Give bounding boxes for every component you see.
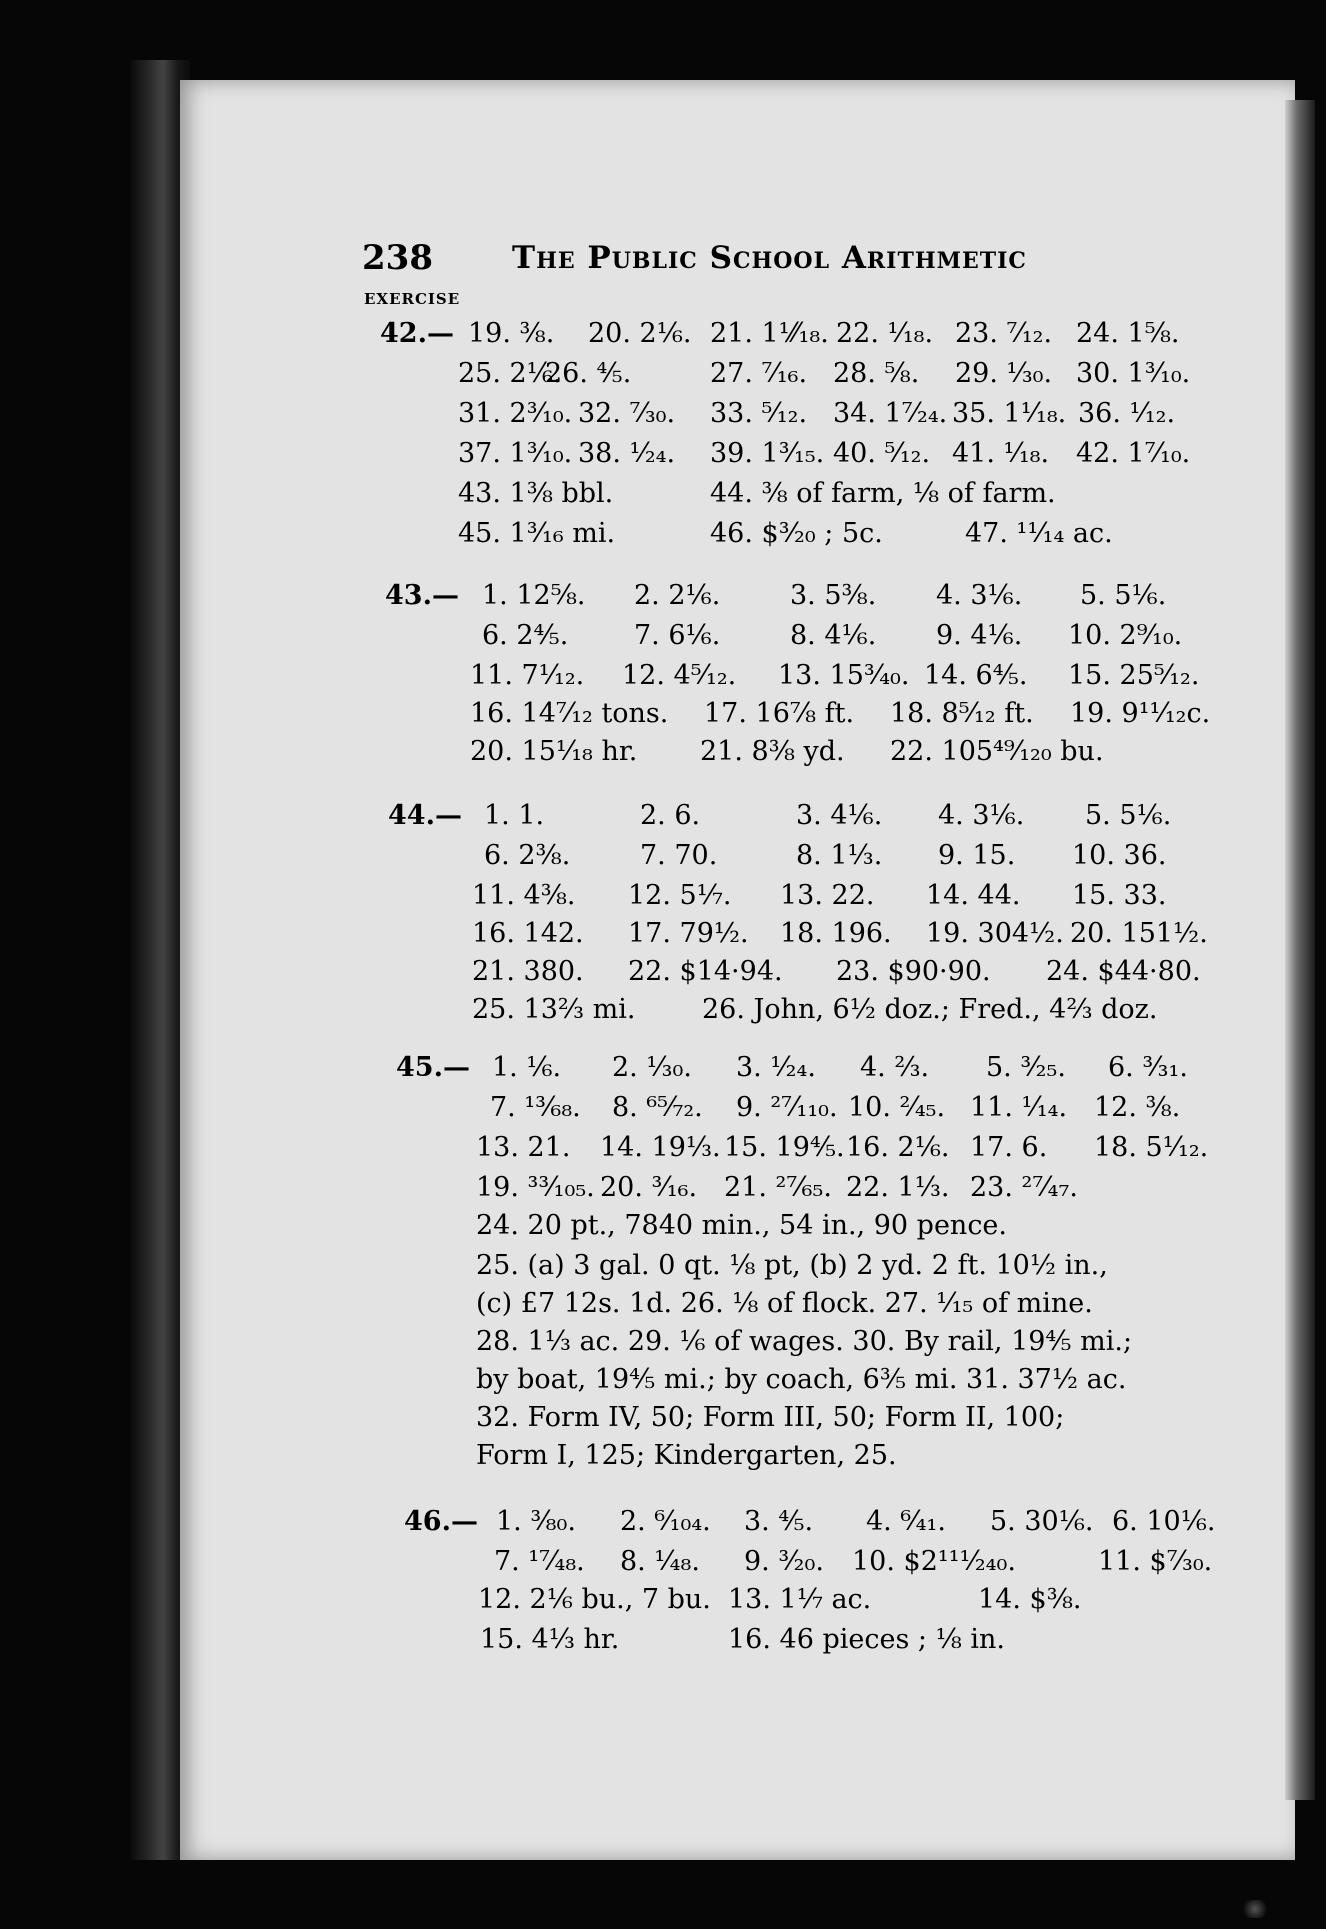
answer: 19. 304½. bbox=[926, 918, 1064, 949]
answer: 21. 380. bbox=[472, 956, 584, 987]
answer: 3. ¹⁄₂₄. bbox=[736, 1052, 816, 1083]
answer: 14. 6⅘. bbox=[924, 660, 1028, 691]
answer: 44. ⅜ of farm, ⅛ of farm. bbox=[710, 478, 1056, 509]
answer: 24. $44·80. bbox=[1046, 956, 1201, 987]
answer: 46. $³⁄₂₀ ; 5c. bbox=[710, 518, 883, 549]
page-header bbox=[362, 238, 1262, 288]
answer: 20. ³⁄₁₆. bbox=[600, 1172, 698, 1203]
answer: 19. 9¹¹⁄₁₂c. bbox=[1070, 698, 1211, 729]
answer: 45. 1³⁄₁₆ mi. bbox=[458, 518, 616, 549]
answer: 38. ¹⁄₂₄. bbox=[578, 438, 676, 469]
answer: 9. ²⁷⁄₁₁₀. bbox=[736, 1092, 838, 1123]
section-label: EXERCISE bbox=[364, 290, 461, 308]
answer: 8. ⁶⁵⁄₇₂. bbox=[612, 1092, 703, 1123]
answer: 21. 1⅟⁄₁₈. bbox=[710, 318, 829, 349]
answer: 41. ¹⁄₁₈. bbox=[952, 438, 1050, 469]
answer: 12. 2⅙ bu., 7 bu. bbox=[478, 1584, 711, 1615]
answer: 18. 5¹⁄₁₂. bbox=[1094, 1132, 1209, 1163]
answer: 4. 3⅙. bbox=[936, 580, 1023, 611]
answer: 13. 22. bbox=[780, 880, 875, 911]
answer: 33. ⁵⁄₁₂. bbox=[710, 398, 808, 429]
exercise-number: 46.— bbox=[404, 1506, 478, 1537]
prose-line: 25. (a) 3 gal. 0 qt. ⅛ pt, (b) 2 yd. 2 ft. 10½ in., bbox=[476, 1250, 1108, 1281]
prose-line: 28. 1⅓ ac. 29. ⅙ of wages. 30. By rail, 19⅘ mi.; bbox=[476, 1326, 1133, 1357]
answer: 3. 4⅙. bbox=[796, 800, 883, 831]
answer: 16. 46 pieces ; ⅛ in. bbox=[728, 1624, 1005, 1655]
answer: 8. 1⅓. bbox=[796, 840, 883, 871]
answer: 12. 5⅐. bbox=[628, 880, 732, 911]
prose-line: 32. Form IV, 50; Form III, 50; Form II, 100; bbox=[476, 1402, 1065, 1433]
answer: 25. 13⅔ mi. bbox=[472, 994, 636, 1025]
page-number: 238 bbox=[362, 238, 433, 278]
answer: 14. 44. bbox=[926, 880, 1021, 911]
answer: 9. 15. bbox=[938, 840, 1016, 871]
answer: 6. 2⅘. bbox=[482, 620, 569, 651]
answer: 7. 6⅙. bbox=[634, 620, 721, 651]
page-edge bbox=[1285, 100, 1315, 1800]
exercise-number: 44.— bbox=[388, 800, 462, 831]
answer: 16. 142. bbox=[472, 918, 584, 949]
answer: 11. ¹⁄₁₄. bbox=[970, 1092, 1068, 1123]
answer: 23. ⁷⁄₁₂. bbox=[955, 318, 1053, 349]
answer: 8. ¹⁄₄₈. bbox=[620, 1546, 700, 1577]
answer: 30. 1³⁄₁₀. bbox=[1076, 358, 1191, 389]
answer: 34. 1⁷⁄₂₄. bbox=[833, 398, 948, 429]
answer: 43. 1⅜ bbl. bbox=[458, 478, 614, 509]
exercise-number: 45.— bbox=[396, 1052, 470, 1083]
answer: 13. 21. bbox=[476, 1132, 571, 1163]
answer: 37. 1³⁄₁₀. bbox=[458, 438, 573, 469]
answer: 4. ⅔. bbox=[860, 1052, 930, 1083]
answer: 19. ⅜. bbox=[468, 318, 555, 349]
answer: 1. 12⅝. bbox=[482, 580, 586, 611]
answer: 12. 4⁵⁄₁₂. bbox=[622, 660, 737, 691]
answer: 2. 2⅙. bbox=[634, 580, 721, 611]
answer: 9. 4⅙. bbox=[936, 620, 1023, 651]
prose-line: Form I, 125; Kindergarten, 25. bbox=[476, 1440, 897, 1471]
answer: 39. 1³⁄₁₅. bbox=[710, 438, 825, 469]
answer: 2. ¹⁄₃₀. bbox=[612, 1052, 692, 1083]
answer: 2. ⁶⁄₁₀₄. bbox=[620, 1506, 711, 1537]
answer: 35. 1¹⁄₁₈. bbox=[952, 398, 1067, 429]
answer: 15. 19⅘. bbox=[724, 1132, 845, 1163]
answer: 7. 70. bbox=[640, 840, 718, 871]
answer: 6. 10⅙. bbox=[1112, 1506, 1216, 1537]
answer: 29. ¹⁄₃₀. bbox=[955, 358, 1053, 389]
answer: 21. ²⁷⁄₆₅. bbox=[724, 1172, 832, 1203]
exercise-number: 42.— bbox=[380, 318, 454, 349]
answer: 12. ⅜. bbox=[1094, 1092, 1181, 1123]
answer: 36. ¹⁄₁₂. bbox=[1078, 398, 1176, 429]
answer: 6. 2⅜. bbox=[484, 840, 571, 871]
answer: 24. 1⅝. bbox=[1076, 318, 1180, 349]
answer: 10. 36. bbox=[1072, 840, 1167, 871]
answer: 8. 4⅙. bbox=[790, 620, 877, 651]
answer: 14. 19⅓. bbox=[600, 1132, 721, 1163]
answer: 17. 79½. bbox=[628, 918, 749, 949]
answer: 26. ⅘. bbox=[545, 358, 632, 389]
answer: 22. 105⁴⁹⁄₁₂₀ bu. bbox=[890, 736, 1104, 767]
answer: 31. 2³⁄₁₀. bbox=[458, 398, 573, 429]
answer: 21. 8⅜ yd. bbox=[700, 736, 845, 767]
answer: 13. 15³⁄₄₀. bbox=[778, 660, 910, 691]
answer: 5. 30⅙. bbox=[990, 1506, 1094, 1537]
answer: 23. ²⁷⁄₄₇. bbox=[970, 1172, 1078, 1203]
answer: 20. 15¹⁄₁₈ hr. bbox=[470, 736, 638, 767]
answer: 9. ³⁄₂₀. bbox=[744, 1546, 824, 1577]
answer: 13. 1⅐ ac. bbox=[728, 1584, 872, 1615]
prose-line: (c) £7 12s. 1d. 26. ⅛ of flock. 27. ¹⁄₁₅ of mine. bbox=[476, 1288, 1093, 1319]
answer: 11. 7¹⁄₁₂. bbox=[470, 660, 585, 691]
running-title: The Public School Arithmetic bbox=[512, 240, 1027, 276]
answer: 3. 5⅜. bbox=[790, 580, 877, 611]
answer: 23. $90·90. bbox=[836, 956, 991, 987]
answer: 1. ⅙. bbox=[492, 1052, 562, 1083]
answer: 17. 16⅞ ft. bbox=[704, 698, 855, 729]
answer: 15. 33. bbox=[1072, 880, 1167, 911]
answer: 5. 5⅙. bbox=[1080, 580, 1167, 611]
answer: 42. 1⁷⁄₁₀. bbox=[1076, 438, 1191, 469]
answer: 10. $2¹¹¹⁄₂₄₀. bbox=[852, 1546, 1016, 1577]
prose-line: by boat, 19⅘ mi.; by coach, 6⅗ mi. 31. 37½ ac. bbox=[476, 1364, 1127, 1395]
answer: 22. ¹⁄₁₈. bbox=[836, 318, 934, 349]
answer: 47. ¹¹⁄₁₄ ac. bbox=[965, 518, 1113, 549]
answer: 18. 8⁵⁄₁₂ ft. bbox=[890, 698, 1034, 729]
answer: 25. 2⅙. bbox=[458, 358, 562, 389]
answer: 5. ³⁄₂₅. bbox=[986, 1052, 1066, 1083]
answer: 20. 2⅙. bbox=[588, 318, 692, 349]
answer: 22. $14·94. bbox=[628, 956, 783, 987]
answer: 22. 1⅓. bbox=[846, 1172, 950, 1203]
answer: 5. 5⅙. bbox=[1085, 800, 1172, 831]
answer: 3. ⅘. bbox=[744, 1506, 814, 1537]
answer: 4. ⁶⁄₄₁. bbox=[866, 1506, 946, 1537]
answer: 40. ⁵⁄₁₂. bbox=[833, 438, 931, 469]
answer: 32. ⁷⁄₃₀. bbox=[578, 398, 676, 429]
answer: 15. 25⁵⁄₁₂. bbox=[1068, 660, 1200, 691]
answer: 4. 3⅙. bbox=[938, 800, 1025, 831]
answer: 26. John, 6½ doz.; Fred., 4⅔ doz. bbox=[702, 994, 1158, 1025]
answer: 1. ³⁄₈₀. bbox=[496, 1506, 576, 1537]
answer: 16. 2⅙. bbox=[846, 1132, 950, 1163]
answer: 16. 14⁷⁄₁₂ tons. bbox=[470, 698, 669, 729]
answer: 28. ⅝. bbox=[833, 358, 920, 389]
scan-artifact bbox=[1240, 1900, 1270, 1918]
answer: 18. 196. bbox=[780, 918, 892, 949]
exercise-number: 43.— bbox=[385, 580, 459, 611]
answer: 1. 1. bbox=[484, 800, 545, 831]
answer: 17. 6. bbox=[970, 1132, 1048, 1163]
answer: 20. 151½. bbox=[1070, 918, 1208, 949]
answer: 2. 6. bbox=[640, 800, 701, 831]
answer: 6. ³⁄₃₁. bbox=[1108, 1052, 1188, 1083]
answer: 10. 2⁹⁄₁₀. bbox=[1068, 620, 1183, 651]
answer: 14. $⅜. bbox=[978, 1584, 1082, 1615]
answer: 11. 4⅜. bbox=[472, 880, 576, 911]
answer: 10. ²⁄₄₅. bbox=[848, 1092, 946, 1123]
answer: 19. ³³⁄₁₀₅. bbox=[476, 1172, 595, 1203]
answer: 7. ¹⁷⁄₄₈. bbox=[494, 1546, 585, 1577]
prose-line: 24. 20 pt., 7840 min., 54 in., 90 pence. bbox=[476, 1210, 1007, 1241]
answer: 7. ¹³⁄₆₈. bbox=[490, 1092, 581, 1123]
answer: 27. ⁷⁄₁₆. bbox=[710, 358, 808, 389]
answer: 15. 4⅓ hr. bbox=[480, 1624, 620, 1655]
answer: 11. $⁷⁄₃₀. bbox=[1098, 1546, 1213, 1577]
